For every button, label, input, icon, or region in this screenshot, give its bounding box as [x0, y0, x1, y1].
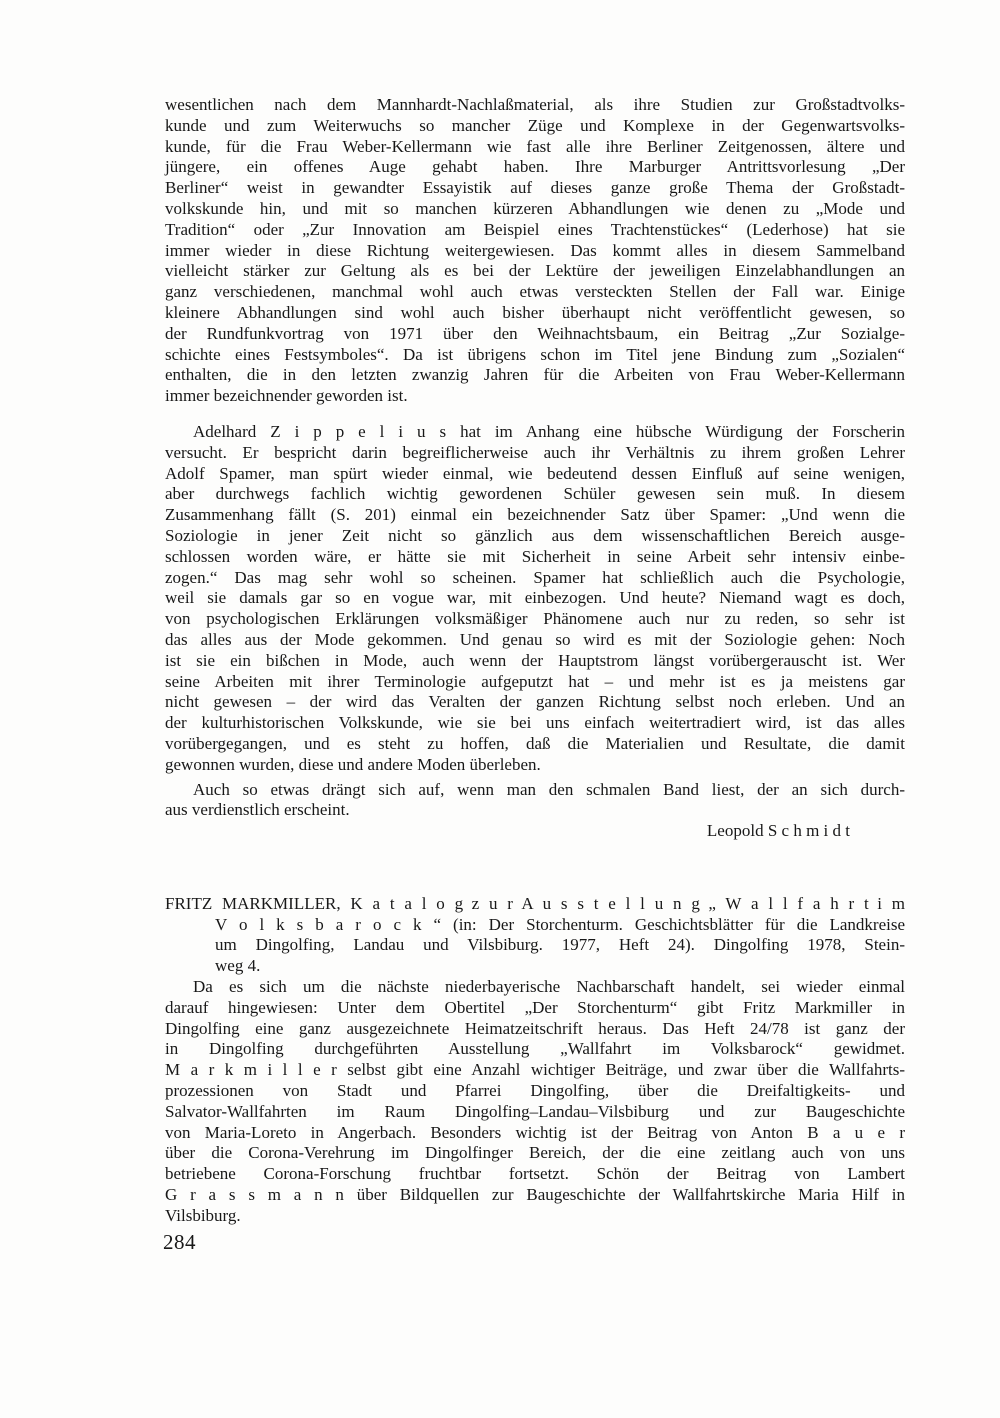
text-line: von psychologischen Erklärungen volksmäßiger Phänomene auch nur zu reden, so sehr ist	[165, 609, 905, 629]
text-line: Auch so etwas drängt sich auf, wenn man den schmalen Band liest, der an sich durch-	[193, 779, 905, 799]
text-line: immer wieder in diese Richtung weitergewiesen. Das kommt alles in diesem Sammelband	[165, 240, 905, 260]
text-line: Vilsbiburg.	[165, 1205, 241, 1225]
text-line: Berliner“ weist in gewandter Essayistik auf dieses ganze große Thema der Großstadt-	[165, 178, 905, 198]
text-line: von Maria-Loreto in Angerbach. Besonders wichtig ist der Beitrag von Anton B a u e r	[165, 1122, 905, 1142]
text-line: Soziologie in jener Zeit nicht so gänzlich aus dem wissenschaftlichen Bereich ausge-	[165, 525, 905, 545]
text-line: Adolf Spamer, man spürt wieder einmal, wie bedeutend dessen Einfluß auf seine wenigen,	[165, 463, 905, 483]
text-line: gewonnen wurden, diese und andere Moden überleben.	[165, 754, 541, 774]
text-line: das alles aus der Mode gekommen. Und genau so wird es mit der Soziologie gehen: Noch	[165, 629, 905, 649]
text-line: volkskunde hin, und mit so manchen kürzeren Abhandlungen wie denen zu „Mode und	[165, 198, 905, 218]
text-line: Tradition“ oder „Zur Innovation am Beispiel eines Trachtenstückes“ (Lederhose) hat sie	[165, 219, 905, 239]
text-line: kunde und zum Weiterwuchs so mancher Züge und Komplexe in der Gegenwartsvolks-	[165, 115, 905, 135]
reviewer-signature: Leopold S c h m i d t	[706, 821, 850, 841]
text-line: Dingolfing eine ganz ausgezeichnete Heimatzeitschrift heraus. Das Heft 24/78 ist ganz der	[165, 1018, 905, 1038]
text-line: jüngere, ein offenes Auge gehabt haben. Ihre Marburger Antrittsvorlesung „Der	[165, 157, 905, 177]
text-line: vorübergegangen, und es steht zu hoffen, daß die Materialien und Resultate, die damit	[165, 733, 905, 753]
text-line: wesentlichen nach dem Mannhardt-Nachlaßmaterial, als ihre Studien zur Großstadtvolks-	[165, 95, 905, 114]
text-line: ist sie ein bißchen in Mode, auch wenn der Hauptstrom längst vorübergerauscht ist. Wer	[165, 650, 905, 670]
text-line: Da es sich um die nächste niederbayerische Nachbarschaft handelt, sei wieder einmal	[193, 977, 905, 997]
text-line: schlossen worden wäre, er hätte sie mit Sicherheit in seine Arbeit sehr intensiv einbe-	[165, 546, 905, 566]
bibliography-heading-line: um Dingolfing, Landau und Vilsbiburg. 1977, Heft 24). Dingolfing 1978, Stein-	[215, 935, 905, 955]
text-line: aus verdienstlich erscheint.	[165, 800, 350, 820]
bibliography-heading-line: weg 4.	[215, 956, 261, 976]
text-line: versucht. Er bespricht darin begreiflicherweise auch ihr Verhältnis zu ihrem großen Lehrer	[165, 442, 905, 462]
text-line: Salvator-Wallfahrten im Raum Dingolfing–Landau–Vilsbiburg und zur Baugeschichte	[165, 1101, 905, 1121]
bibliography-heading	[165, 894, 905, 977]
text-line: zogen.“ Das mag sehr wohl so scheinen. Spamer hat schließlich auch die Psychologie,	[165, 567, 905, 587]
text-line: in Dingolfing durchgeführten Ausstellung „Wallfahrt im Volksbarock“ gewidmet.	[165, 1039, 905, 1059]
text-line: enthalten, die in den letzten zwanzig Jahren für die Arbeiten von Frau Weber-Kellermann	[165, 365, 905, 385]
text-line: immer bezeichnender geworden ist.	[165, 386, 408, 406]
page-number: 284	[163, 1230, 196, 1254]
text-line: weil sie damals gar so en vogue war, mit einbezogen. Und heute? Niemand wagt es doch,	[165, 588, 905, 608]
paragraph-zippelius	[165, 422, 905, 776]
text-line: prozessionen von Stadt und Pfarrei Dingolfing, über die Dreifaltigkeits- und	[165, 1081, 905, 1101]
text-line: kleinere Abhandlungen sind wohl auch bisher überhaupt nicht veröffentlicht gewesen, so	[165, 302, 905, 322]
text-line: schichte eines Festsymboles“. Da ist übrigens schon im Titel jene Bindung zum „Sozialen“	[165, 344, 905, 364]
paragraph-closing	[165, 780, 905, 822]
text-line: G r a s s m a n n über Bildquellen zur Baugeschichte der Wallfahrtskirche Maria Hilf in	[165, 1185, 905, 1205]
text-line: der Rundfunkvortrag von 1971 über den Weihnachtsbaum, ein Beitrag „Zur Sozialge-	[165, 323, 905, 343]
text-line: betriebene Corona-Forschung fruchtbar fortsetzt. Schön der Beitrag von Lambert	[165, 1164, 905, 1184]
text-line: der kulturhistorischen Volkskunde, wie sie bei uns einfach weitertradiert wird, ist das alles	[165, 713, 905, 733]
text-line: nicht gewesen – der wird das Veralten der ganzen Richtung selbst noch erleben. Und an	[165, 692, 905, 712]
text-block	[165, 95, 905, 1227]
paragraph-review1-continuation	[165, 95, 905, 407]
bibliography-heading-line: V o l k s b a r o c k “ (in: Der Storchenturm. Geschichtsblätter für die Landkreise	[215, 914, 905, 934]
text-line: Adelhard Z i p p e l i u s hat im Anhang eine hübsche Würdigung der Forscherin	[193, 421, 905, 441]
text-line: Zusammenhang fällt (S. 201) einmal ein bezeichnender Satz über Spamer: „Und wenn die	[165, 505, 905, 525]
text-line: über die Corona-Verehrung im Dingolfinger Bereich, der die eine zeitlang auch von uns	[165, 1143, 905, 1163]
text-line: darauf hingewiesen: Unter dem Obertitel „Der Storchenturm“ gibt Fritz Markmiller in	[165, 997, 905, 1017]
text-line: seine Arbeiten mit ihrer Terminologie aufgeputzt hat – und mehr ist es ja meistens gar	[165, 671, 905, 691]
paragraph-markmiller-review	[165, 977, 905, 1227]
text-line: aber durchwegs fachlich wichtig gewordenen Schüler gewesen sein muß. In diesem	[165, 484, 905, 504]
text-line: vielleicht stärker zur Geltung als es bei der Lektüre der jeweiligen Einzelabhandlungen an	[165, 261, 905, 281]
bibliography-heading-line: FRITZ MARKMILLER, K a t a l o g z u r A u s s t e l l u n g „ W a l l f a h r t i m	[165, 893, 905, 913]
text-line: M a r k m i l l e r selbst gibt eine Anzahl wichtiger Beiträge, und zwar über die Wallfahrts-	[165, 1060, 905, 1080]
text-line: kunde, für die Frau Weber-Kellermann wie fast alle ihre Berliner Zeitgenossen, ältere und	[165, 136, 905, 156]
text-line: ganz verschiedenen, manchmal wohl auch etwas versteckten Stellen der Fall war. Einige	[165, 282, 905, 302]
